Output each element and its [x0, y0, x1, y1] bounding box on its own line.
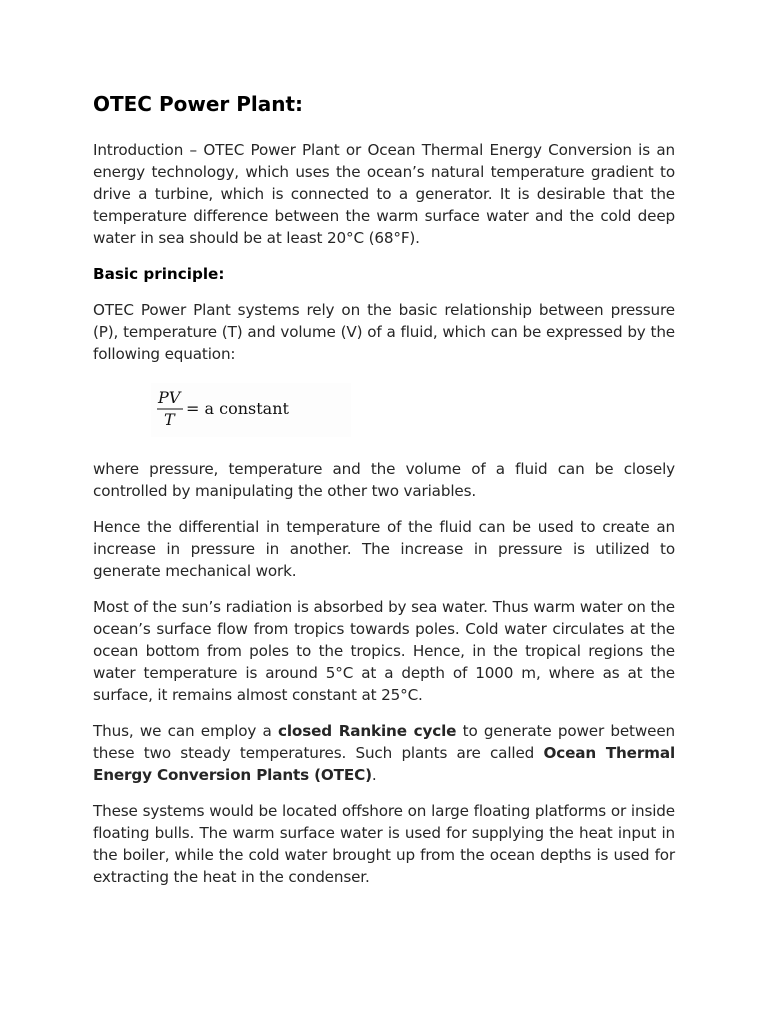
- sun-radiation-paragraph: Most of the sun’s radiation is absorbed by sea water. Thus warm water on the ocean’s surface flow from tropics towards poles. Cold water circulates at the ocean bottom from poles to the tropics. Hence, in the tropical regions the water temperature is around 5°C at a depth of 1000 m, where as at the surface, it remains almost constant at 25°C.: [93, 598, 675, 704]
- document-page: [93, 88, 675, 902]
- equation-image: [93, 379, 675, 439]
- equation-figure: [151, 383, 371, 439]
- rankine-text-1: Thus, we can employ a: [93, 722, 278, 740]
- hence-paragraph: Hence the differential in temperature of the fluid can be used to create an increase in pressure in another. The increase in pressure is utilized to generate mechanical work.: [93, 518, 675, 580]
- rankine-text-3: .: [371, 766, 377, 784]
- basic-principle-heading: Basic principle:: [93, 265, 225, 283]
- rankine-bold-2: Ocean Thermal Energy Conversion Plants (OTEC): [93, 744, 676, 784]
- page-title: OTEC Power Plant:: [93, 92, 304, 116]
- where-paragraph: where pressure, temperature and the volume of a fluid can be closely controlled by manipulating the other two variables.: [93, 460, 675, 500]
- intro-paragraph: Introduction – OTEC Power Plant or Ocean Thermal Energy Conversion is an energy technology, which uses the ocean’s natural temperature gradient to drive a turbine, which is connected to a generator. It is desirable that the temperature difference between the warm surface water and the cold deep water in sea should be at least 20°C (68°F).: [93, 141, 675, 247]
- equation-numerator: PV: [158, 388, 181, 407]
- rankine-text-2: to generate power between these two steady temperatures. Such plants are called: [93, 722, 676, 762]
- offshore-paragraph: These systems would be located offshore on large floating platforms or inside floating bulls. The warm surface water is used for supplying the heat input in the boiler, while the cold water brought up from the ocean depths is used for extracting the heat in the condenser.: [93, 802, 675, 886]
- basic-principle-paragraph: OTEC Power Plant systems rely on the basic relationship between pressure (P), temperature (T) and volume (V) of a fluid, which can be expressed by the following equation:: [93, 301, 675, 363]
- rankine-paragraph: [93, 720, 675, 786]
- equation-denominator: T: [164, 410, 175, 429]
- equation-rhs: = a constant: [186, 399, 289, 418]
- rankine-bold-1: closed Rankine cycle: [278, 722, 457, 740]
